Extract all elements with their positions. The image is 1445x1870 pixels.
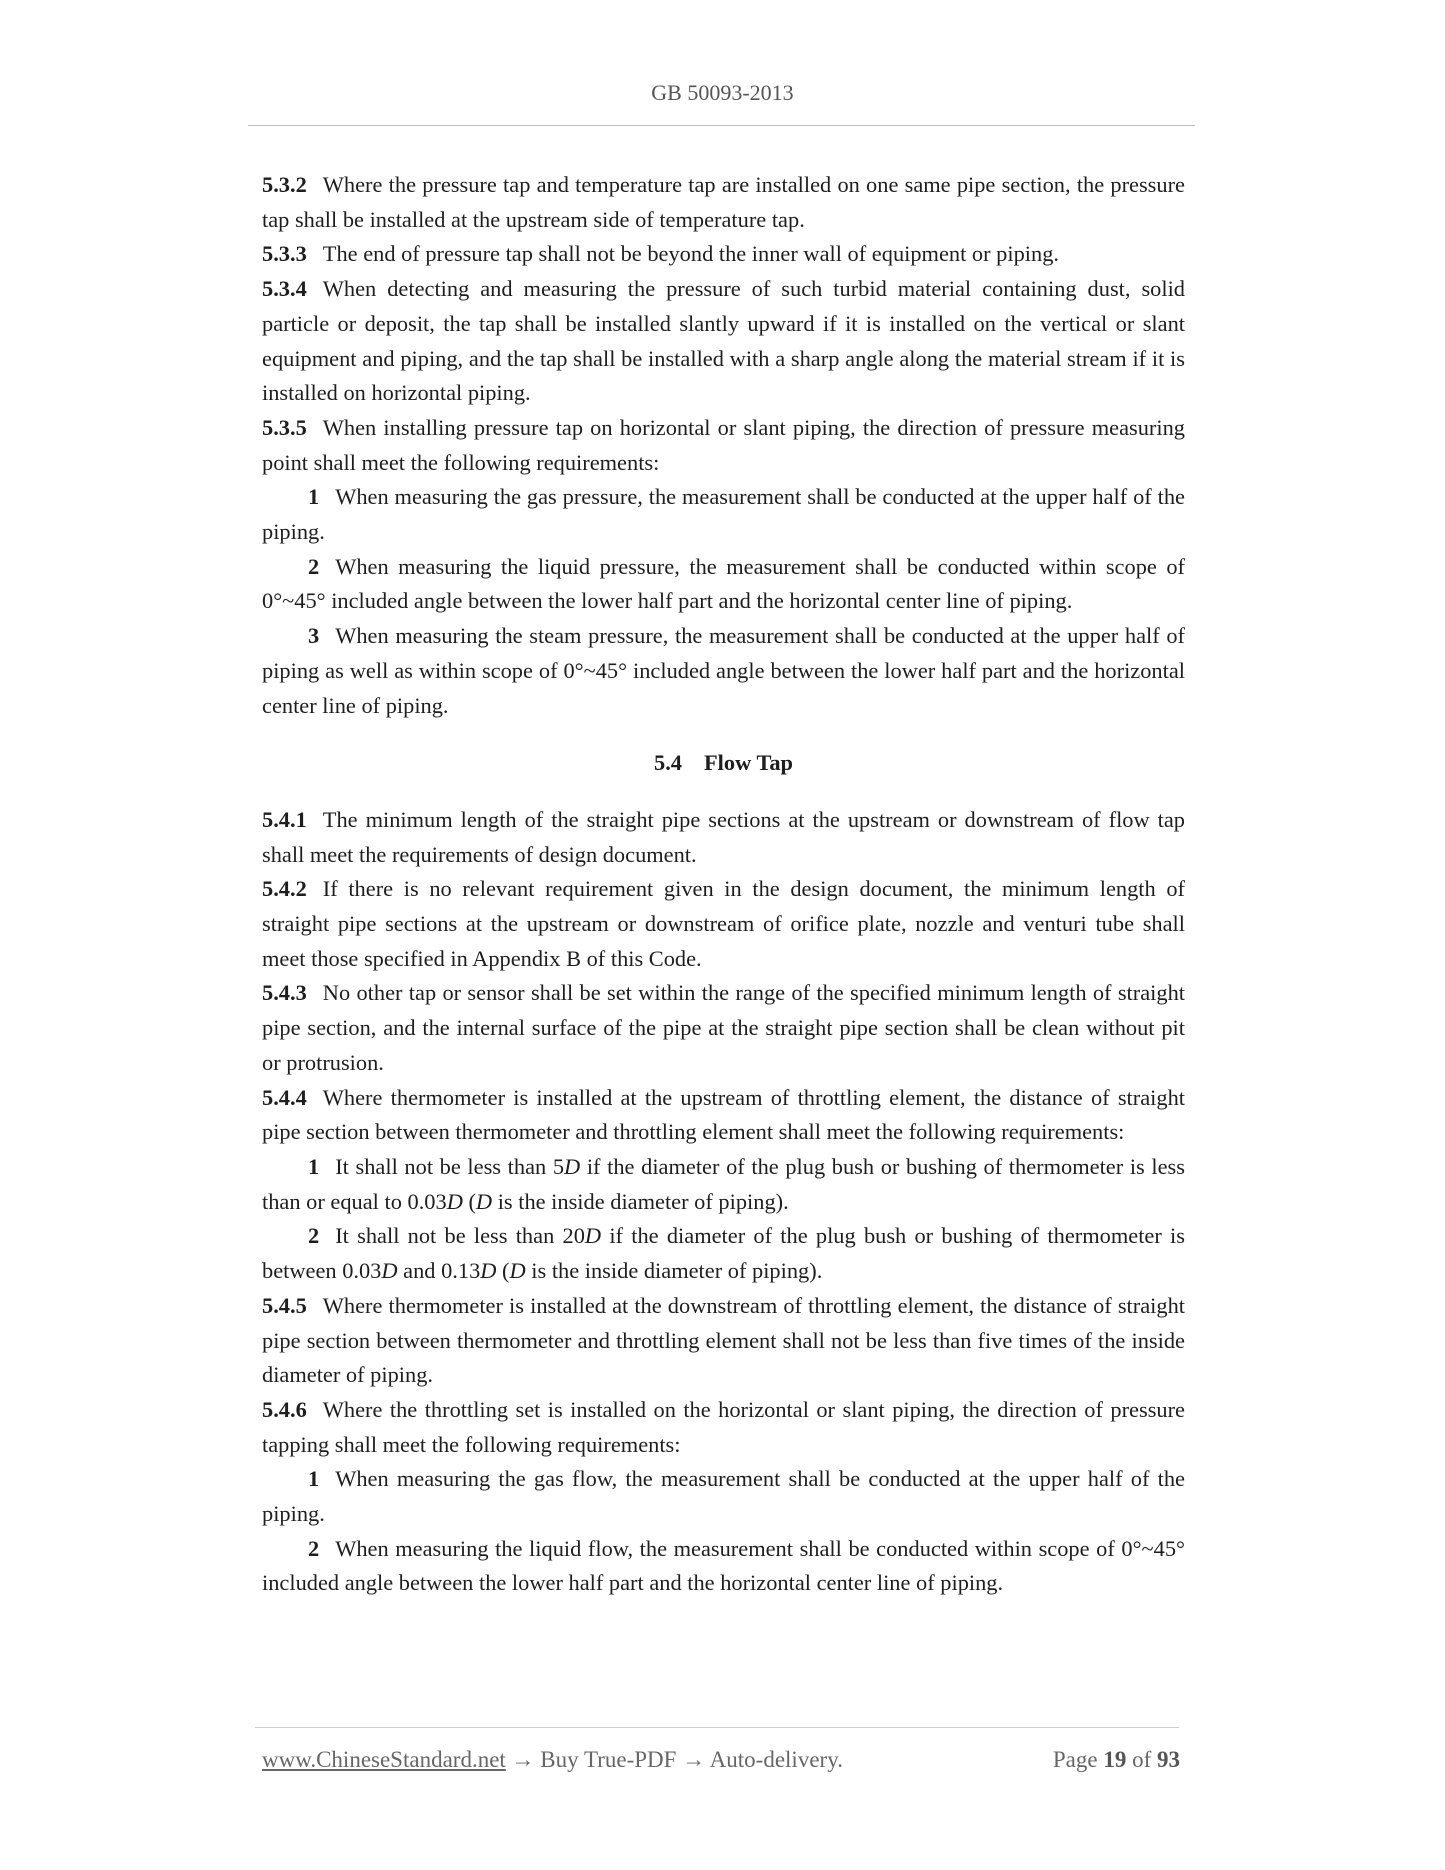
item-text: When measuring the liquid flow, the measurement shall be conducted within scope of 0°~45° included angle between the lower half part and the horizontal center line of piping. [262,1535,1185,1596]
clause-text: When installing pressure tap on horizontal or slant piping, the direction of pressure measuring point shall meet the following requirements: [262,414,1185,475]
section-heading-5-4 [262,746,1185,781]
item-number: 2 [308,553,320,579]
current-page: 19 [1103,1747,1127,1772]
clause-5-3-5 [262,411,1185,480]
item-text: if the diameter of the plug bush or bushing of thermometer is between 0.03 [262,1223,1185,1284]
clause-5-4-6-item-1 [262,1462,1185,1531]
variable-d: D [564,1153,581,1179]
clause-text: When detecting and measuring the pressure of such turbid material containing dust, solid particle or deposit, the tap shall be installed slantly upward if it is installed on the vertical or slant equipment and piping, and the tap shall be installed with a sharp angle along the material stream if it is installed on horizontal piping. [262,276,1185,406]
variable-d: D [584,1223,602,1249]
clause-text: Where the pressure tap and temperature tap are installed on one same pipe section, the pressure tap shall be installed at the upstream side of temperature tap. [262,172,1185,232]
clause-5-3-5-item-2 [262,550,1185,619]
website-link[interactable]: www.ChineseStandard.net [262,1747,506,1772]
item-number: 1 [308,484,320,510]
footer-divider [255,1727,1179,1728]
item-text: is the inside diameter of piping). [525,1258,823,1284]
clause-text: Where the throttling set is installed on the horizontal or slant piping, the direction of pressure tapping shall meet the following requirements: [262,1396,1185,1457]
clause-number: 5.3.2 [262,172,307,197]
of-label: of [1132,1747,1152,1772]
clause-text: Where thermometer is installed at the upstream of throttling element, the distance of straight pipe section between thermometer and throttling element shall meet the following requirements: [262,1084,1185,1145]
variable-d: D [446,1188,463,1214]
clause-5-3-5-item-3 [262,619,1185,723]
clause-number: 5.4.2 [262,876,307,902]
item-text: When measuring the steam pressure, the measurement shall be conducted at the upper half of piping as well as within scope of 0°~45° included angle between the lower half part and the horizontal center line of piping. [262,623,1185,718]
clause-number: 5.3.3 [262,241,307,267]
clause-text: If there is no relevant requirement given in the design document, the minimum length of straight pipe sections at the upstream or downstream of orifice plate, nozzle and venturi tube shall meet those specified in Appendix B of this Code. [262,876,1185,971]
footer-promo [262,1747,843,1773]
arrow-icon: → [511,1747,535,1772]
clause-5-4-4-item-2 [262,1219,1185,1288]
page-number [1053,1747,1180,1773]
clause-5-4-1 [262,803,1185,872]
clause-5-4-3 [262,976,1185,1080]
clause-5-4-2 [262,872,1185,976]
clause-5-4-4-item-1 [262,1150,1185,1219]
clause-number: 5.4.5 [262,1292,307,1318]
delivery-text: Auto-delivery. [709,1747,843,1772]
clause-text: Where thermometer is installed at the downstream of throttling element, the distance of straight pipe section between thermometer and throttling element shall not be less than five times of the inside diameter of piping. [262,1292,1185,1388]
clause-number: 5.4.6 [262,1396,307,1422]
document-body [262,168,1185,1601]
item-text: When measuring the gas flow, the measurement shall be conducted at the upper half of the piping. [262,1466,1185,1527]
clause-5-4-6 [262,1393,1185,1462]
item-number: 3 [308,623,320,649]
item-number: 1 [308,1153,320,1179]
clause-5-3-2 [262,168,1185,237]
item-text: and 0.13 [397,1258,481,1284]
item-number: 2 [308,1223,320,1249]
clause-text: The end of pressure tap shall not be beyond the inner wall of equipment or piping. [322,241,1059,267]
variable-d: D [475,1188,493,1214]
clause-number: 5.4.3 [262,980,307,1006]
buy-text: Buy True-PDF [540,1747,677,1772]
total-pages: 93 [1157,1747,1180,1772]
clause-5-4-5 [262,1289,1185,1393]
item-number: 1 [308,1466,320,1492]
item-text: It shall not be less than 20 [335,1223,585,1249]
section-title: Flow Tap [704,750,793,776]
item-text: if the diameter of the plug bush or bushing of thermometer is less than or equal to 0.03 [262,1153,1185,1214]
item-text: When measuring the gas pressure, the measurement shall be conducted at the upper half of the piping. [262,484,1185,545]
header-divider [248,125,1195,126]
clause-5-4-6-item-2 [262,1532,1185,1601]
item-text: When measuring the liquid pressure, the measurement shall be conducted within scope of 0°~45° included angle between the lower half part and the horizontal center line of piping. [262,553,1185,614]
clause-5-3-4 [262,272,1185,411]
clause-number: 5.4.4 [262,1084,307,1110]
variable-d: D [509,1258,526,1284]
item-text: ( [462,1188,476,1214]
document-header: GB 50093-2013 [651,80,794,105]
item-text: ( [496,1258,510,1284]
clause-5-3-5-item-1 [262,480,1185,549]
item-text: It shall not be less than 5 [335,1153,565,1179]
clause-number: 5.3.4 [262,276,307,302]
item-text: is the inside diameter of piping). [492,1188,789,1214]
clause-5-4-4 [262,1081,1185,1150]
clause-number: 5.3.5 [262,414,307,440]
clause-text: The minimum length of the straight pipe sections at the upstream or downstream of flow tap shall meet the requirements of design document. [262,806,1185,867]
variable-d: D [381,1258,398,1284]
clause-5-3-3 [262,237,1185,272]
variable-d: D [480,1258,497,1284]
arrow-icon: → [682,1747,706,1772]
item-number: 2 [308,1535,320,1561]
clause-number: 5.4.1 [262,806,307,832]
clause-text: No other tap or sensor shall be set within the range of the specified minimum length of straight pipe section, and the internal surface of the pipe at the straight pipe section shall be clean without pit or protrusion. [262,980,1185,1075]
section-number: 5.4 [654,750,682,776]
page-label: Page [1052,1747,1098,1772]
